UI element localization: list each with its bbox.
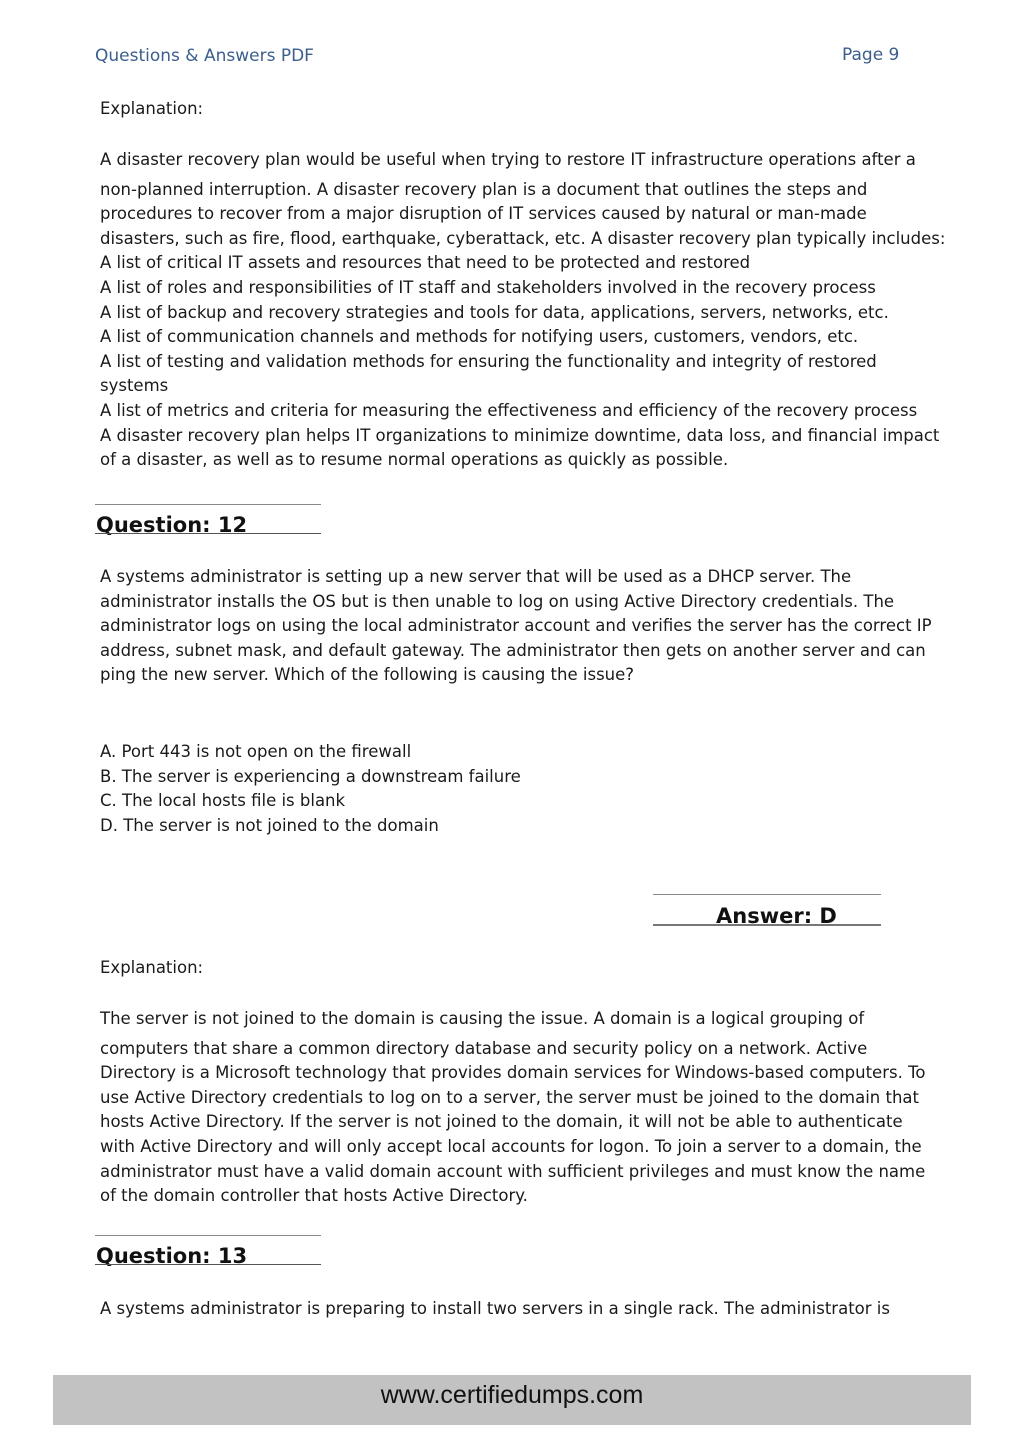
explanation-line: A list of critical IT assets and resources that need to be protected and restored (100, 253, 751, 273)
answer-label: Answer: D (716, 904, 837, 928)
question-13-stem (100, 1297, 960, 1322)
question-stem-line: address, subnet mask, and default gateway. The administrator then gets on another server and can (100, 640, 926, 660)
question-rule-top (95, 1235, 321, 1236)
explanation-line: computers that share a common directory database and security policy on a network. Active (100, 1038, 868, 1058)
question-rule-bottom (95, 1264, 321, 1265)
explanation-label-text: Explanation: (100, 99, 204, 118)
explanation-line: administrator must have a valid domain account with sufficient privileges and must know the name (100, 1161, 926, 1181)
explanation-label (100, 956, 960, 981)
question-stem-line: A systems administrator is setting up a new server that will be used as a DHCP server. The (100, 567, 852, 586)
question-rule-bottom (95, 533, 321, 534)
explanation-line: A list of backup and recovery strategies and tools for data, applications, servers, networks, etc. (100, 302, 889, 322)
explanation-line: procedures to recover from a major disruption of IT services caused by natural or man-made (100, 204, 867, 224)
answer-option-d: D. The server is not joined to the domain (100, 815, 439, 835)
question-12-stem (100, 565, 960, 688)
explanation-line: of a disaster, as well as to resume normal operations as quickly as possible. (100, 450, 729, 470)
question-stem-line: administrator installs the OS but is then unable to log on using Active Directory credentials. The (100, 591, 895, 611)
answer-option-b: B. The server is experiencing a downstream failure (100, 766, 521, 786)
question-13-title: Question: 13 (96, 1244, 248, 1268)
explanation-12-body (100, 1007, 960, 1209)
document-title: Questions & Answers PDF (95, 46, 314, 66)
question-12-options (100, 740, 960, 838)
answer-option-c: C. The local hosts file is blank (100, 791, 346, 811)
answer-option-a: A. Port 443 is not open on the firewall (100, 742, 412, 761)
explanation-line: use Active Directory credentials to log on to a server, the server must be joined to the domain that (100, 1087, 920, 1107)
answer-rule-top (653, 894, 881, 895)
explanation-line: A list of metrics and criteria for measuring the effectiveness and efficiency of the recovery process (100, 400, 918, 420)
explanation-label-text: Explanation: (100, 958, 204, 977)
question-stem-line: A systems administrator is preparing to install two servers in a single rack. The administrator is (100, 1299, 890, 1318)
footer-url: www.certifiedumps.com (380, 1381, 644, 1409)
explanation-line: of the domain controller that hosts Active Directory. (100, 1186, 528, 1206)
explanation-line: systems (100, 376, 169, 396)
question-stem-line: administrator logs on using the local administrator account and verifies the server has the correct IP (100, 616, 932, 636)
explanation-line: A disaster recovery plan helps IT organizations to minimize downtime, data loss, and financial impact (100, 425, 940, 445)
explanation-line: hosts Active Directory. If the server is not joined to the domain, it will not be able to authenticate (100, 1112, 903, 1132)
explanation-line: A list of communication channels and methods for notifying users, customers, vendors, etc. (100, 327, 859, 347)
explanation-line: A disaster recovery plan would be useful when trying to restore IT infrastructure operations after a (100, 150, 916, 169)
page-number: Page 9 (842, 45, 900, 65)
explanation-line: non-planned interruption. A disaster recovery plan is a document that outlines the steps and (100, 179, 868, 199)
answer-rule-bottom (653, 924, 881, 926)
explanation-line: with Active Directory and will only accept local accounts for logon. To join a server to a domain, the (100, 1136, 922, 1156)
explanation-line: The server is not joined to the domain is causing the issue. A domain is a logical grouping of (100, 1009, 865, 1028)
explanation-line: A list of roles and responsibilities of IT staff and stakeholders involved in the recovery process (100, 277, 876, 297)
explanation-11-body (100, 148, 960, 473)
explanation-line: A list of testing and validation methods for ensuring the functionality and integrity of restored (100, 351, 877, 371)
explanation-label (100, 97, 960, 122)
question-rule-top (95, 504, 321, 505)
explanation-line: Directory is a Microsoft technology that provides domain services for Windows-based computers. To (100, 1063, 926, 1083)
question-12-title: Question: 12 (96, 513, 248, 537)
question-stem-line: ping the new server. Which of the following is causing the issue? (100, 665, 635, 685)
explanation-line: disasters, such as fire, flood, earthquake, cyberattack, etc. A disaster recovery plan typically includes: (100, 228, 946, 248)
footer-banner (53, 1375, 971, 1425)
